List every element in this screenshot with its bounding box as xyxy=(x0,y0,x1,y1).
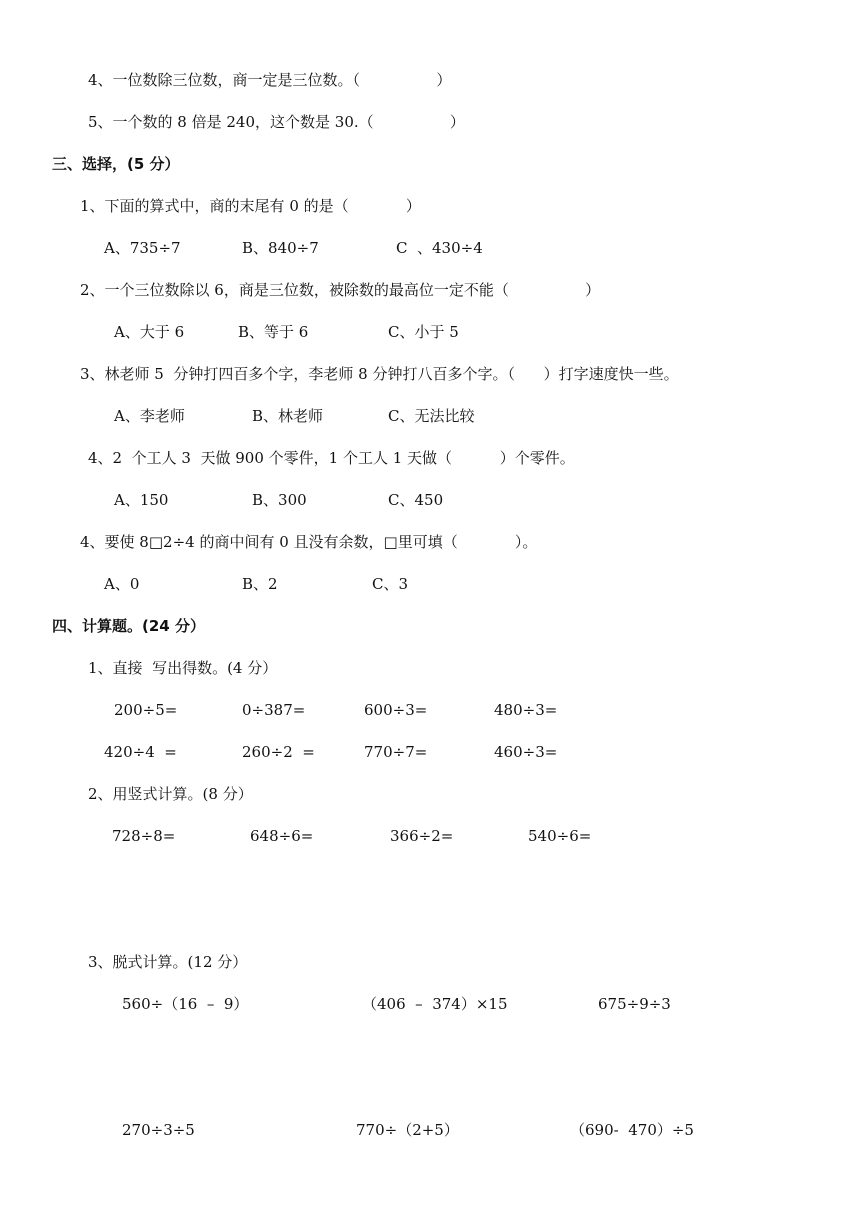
choice-question-3: 3、林老师 5 分钟打四百多个字，李老师 8 分钟打八百多个字。（ ）打字速度快一些。 xyxy=(80,365,679,383)
choice-2-option-b: B、等于 6 xyxy=(238,323,309,341)
choice-question-2: 2、一个三位数除以 6，商是三位数，被除数的最高位一定不能（ ） xyxy=(80,281,601,299)
direct-calc-title: 1、直接 写出得数。(4 分） xyxy=(88,659,278,677)
choice-5-option-a: A、0 xyxy=(104,575,140,593)
direct-calc-item: 480÷3= xyxy=(494,701,558,719)
vertical-calc-item: 540÷6= xyxy=(528,827,592,845)
step-calc-item: 270÷3÷5 xyxy=(122,1121,195,1139)
step-calc-item: （406 – 374）×15 xyxy=(362,995,508,1013)
section-heading-choice: 三、选择，(5 分） xyxy=(52,155,180,173)
direct-calc-item: 0÷387= xyxy=(242,701,306,719)
choice-question-4: 4、2 个工人 3 天做 900 个零件，1 个工人 1 天做（ ）个零件。 xyxy=(88,449,575,467)
section-heading-calc: 四、计算题。(24 分） xyxy=(52,617,205,635)
judge-question-5: 5、一个数的 8 倍是 240，这个数是 30.（ ） xyxy=(88,113,465,131)
vertical-calc-title: 2、用竖式计算。(8 分） xyxy=(88,785,253,803)
step-calc-title: 3、脱式计算。(12 分） xyxy=(88,953,248,971)
choice-question-1: 1、下面的算式中，商的末尾有 0 的是（ ） xyxy=(80,197,421,215)
choice-3-option-a: A、李老师 xyxy=(114,407,185,425)
vertical-calc-item: 648÷6= xyxy=(250,827,314,845)
step-calc-item: 560÷（16 – 9） xyxy=(122,995,249,1013)
choice-1-option-b: B、840÷7 xyxy=(242,239,319,257)
choice-1-option-a: A、735÷7 xyxy=(104,239,181,257)
choice-4-option-c: C、450 xyxy=(388,491,444,509)
choice-1-option-c: C 、430÷4 xyxy=(396,239,483,257)
step-calc-item: （690- 470）÷5 xyxy=(570,1121,694,1139)
choice-3-option-b: B、林老师 xyxy=(252,407,324,425)
choice-4-option-b: B、300 xyxy=(252,491,307,509)
direct-calc-item: 200÷5= xyxy=(114,701,178,719)
step-calc-item: 675÷9÷3 xyxy=(598,995,671,1013)
judge-question-4: 4、一位数除三位数，商一定是三位数。（ ） xyxy=(88,71,452,89)
direct-calc-item: 260÷2 = xyxy=(242,743,315,761)
choice-5-option-b: B、2 xyxy=(242,575,278,593)
vertical-calc-item: 366÷2= xyxy=(390,827,454,845)
direct-calc-item: 460÷3= xyxy=(494,743,558,761)
vertical-calc-item: 728÷8= xyxy=(112,827,176,845)
direct-calc-item: 770÷7= xyxy=(364,743,428,761)
choice-3-option-c: C、无法比较 xyxy=(388,407,475,425)
choice-2-option-c: C、小于 5 xyxy=(388,323,459,341)
choice-question-5: 4、要使 8□2÷4 的商中间有 0 且没有余数，□里可填（ ）。 xyxy=(80,533,538,551)
direct-calc-item: 600÷3= xyxy=(364,701,428,719)
choice-4-option-a: A、150 xyxy=(114,491,169,509)
step-calc-item: 770÷（2+5） xyxy=(356,1121,459,1139)
choice-2-option-a: A、大于 6 xyxy=(114,323,185,341)
choice-5-option-c: C、3 xyxy=(372,575,409,593)
direct-calc-item: 420÷4 = xyxy=(104,743,177,761)
